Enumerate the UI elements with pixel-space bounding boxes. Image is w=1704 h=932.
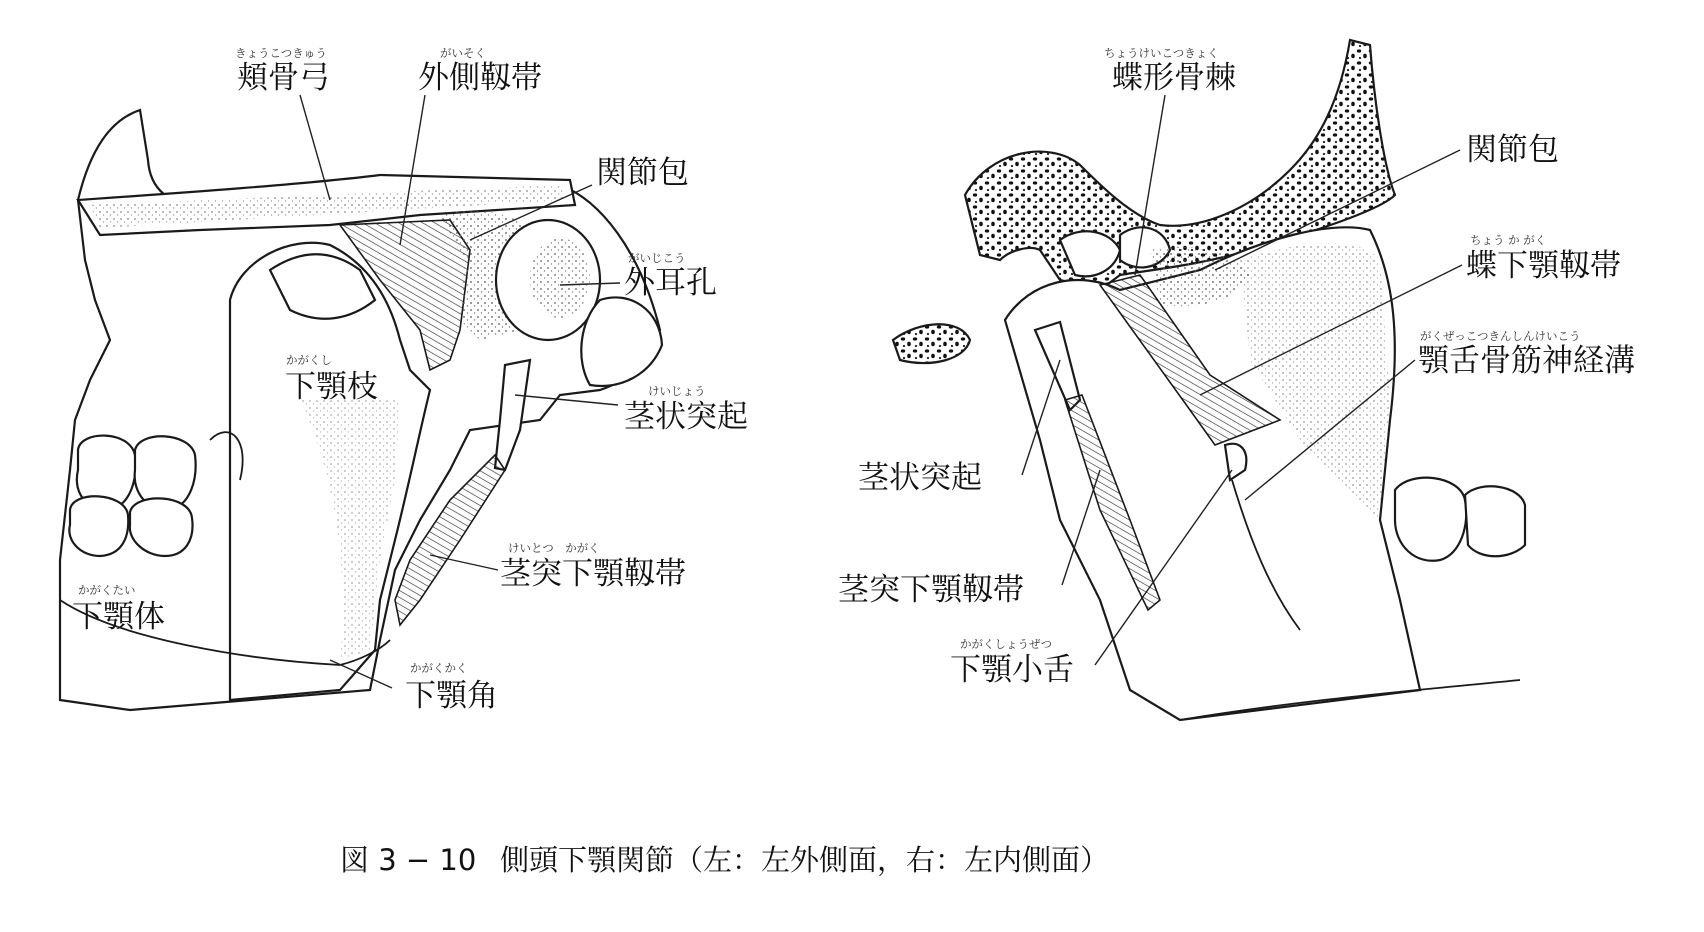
label-ramus-ruby: かがくし — [286, 353, 332, 367]
label-zygomatic-ruby: きょうこつきゅう — [235, 46, 327, 60]
label-sphenoid-spine-ruby: ちょうけいこつきょく — [1104, 46, 1219, 60]
label-angle-ruby: かがくかく — [410, 661, 468, 675]
right-figure-medial-view — [893, 40, 1525, 720]
label-sphenomandibular: 蝶下顎靱帯 — [1466, 248, 1621, 284]
label-zygomatic-arch: 頬骨弓 — [237, 60, 330, 96]
label-stylomandibular-left: 茎突下顎靱帯 — [500, 556, 686, 592]
label-capsule-right: 関節包 — [1466, 132, 1559, 168]
label-lateral-ligament-ruby: がいそく — [440, 46, 486, 60]
label-styloid-left-ruby: けいじょう — [648, 384, 706, 398]
label-lateral-ligament: 外側靱帯 — [418, 60, 542, 96]
label-lingula-ruby: かがくしょうぜつ — [960, 637, 1052, 651]
label-sphenomandibular-ruby: ちょう か がく — [1470, 233, 1547, 247]
sphenoid-fragment — [893, 324, 970, 363]
label-external-ear-canal: 外耳孔 — [624, 265, 717, 301]
label-stylomandibular-right: 茎突下顎靱帯 — [838, 572, 1024, 608]
label-mylohyoid-groove: 顎舌骨筋神経溝 — [1418, 343, 1635, 379]
label-mylohyoid-ruby: がくぜっこつきんしんけいこう — [1420, 329, 1581, 343]
label-mandible-angle: 下顎角 — [405, 678, 498, 714]
label-body-ruby: かがくたい — [78, 583, 136, 597]
molar-teeth-right — [1395, 478, 1525, 561]
figure-caption — [340, 843, 1109, 877]
label-lingula: 下顎小舌 — [950, 652, 1074, 688]
label-mandible-body: 下顎体 — [72, 599, 165, 635]
label-styloid-right: 茎状突起 — [858, 460, 982, 496]
label-styloid-left: 茎状突起 — [624, 399, 748, 435]
label-capsule-left: 関節包 — [596, 155, 689, 191]
label-stylomandibular-left-ruby: けいとつ かがく — [508, 541, 600, 555]
label-sphenoid-spine: 蝶形骨棘 — [1112, 60, 1236, 96]
caption-text: 側頭下顎関節（左：左外側面，右：左内側面） — [500, 843, 1110, 877]
label-ramus: 下顎枝 — [285, 369, 378, 405]
label-ear-canal-ruby: がいじこう — [628, 251, 686, 265]
caption-number: 図 3 − 10 — [340, 843, 477, 877]
